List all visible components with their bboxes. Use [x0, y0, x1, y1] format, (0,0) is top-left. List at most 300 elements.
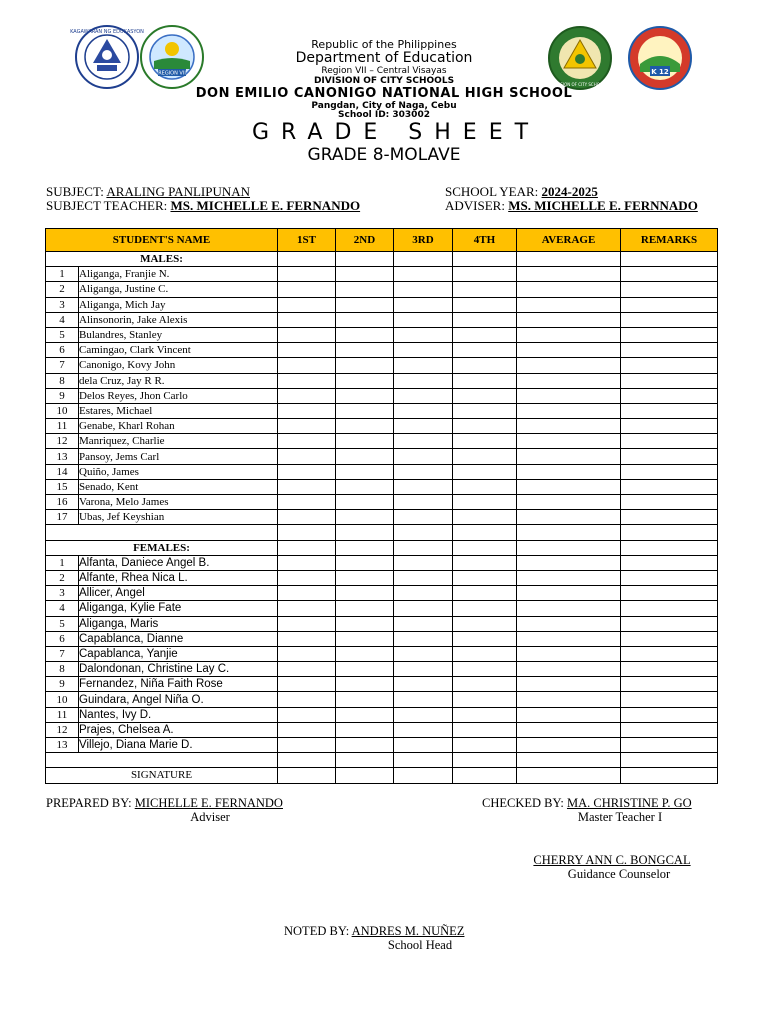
grade-cell — [621, 677, 718, 692]
grade-cell — [621, 312, 718, 327]
row-number: 1 — [46, 555, 79, 570]
table-row — [46, 358, 718, 373]
grade-cell — [394, 312, 453, 327]
row-number: 3 — [46, 586, 79, 601]
grade-cell — [517, 722, 621, 737]
grade-cell — [621, 449, 718, 464]
table-row — [46, 434, 718, 449]
grade-cell — [278, 540, 336, 555]
grade-cell — [453, 312, 517, 327]
student-name: Prajes, Chelsea A. — [79, 722, 278, 737]
school-name: DON EMILIO CANONIGO NATIONAL HIGH SCHOOL — [195, 86, 573, 101]
student-name: Canonigo, Kovy John — [79, 358, 278, 373]
grade-cell — [621, 768, 718, 783]
grade-cell — [517, 343, 621, 358]
grade-cell — [394, 495, 453, 510]
table-row — [46, 510, 718, 525]
grade-cell — [394, 631, 453, 646]
grade-cell — [621, 722, 718, 737]
grade-cell — [278, 510, 336, 525]
student-name: Allicer, Angel — [79, 586, 278, 601]
table-row — [46, 403, 718, 418]
grade-cell — [278, 555, 336, 570]
row-number: 3 — [46, 297, 79, 312]
blank-row — [46, 753, 718, 768]
grade-cell — [453, 252, 517, 267]
student-name: Alfante, Rhea Nica L. — [79, 570, 278, 585]
grade-cell — [453, 738, 517, 753]
males-section-label: MALES: — [46, 252, 278, 267]
subject-line: SUBJECT: ARALING PANLIPUNAN — [46, 184, 251, 199]
student-name: Estares, Michael — [79, 403, 278, 418]
grade-cell — [394, 646, 453, 661]
grade-cell — [336, 555, 394, 570]
grade-cell — [517, 464, 621, 479]
grade-cell — [517, 768, 621, 783]
grade-cell — [453, 601, 517, 616]
student-name: Aliganga, Franjie N. — [79, 267, 278, 282]
grade-cell — [394, 586, 453, 601]
grade-cell — [517, 540, 621, 555]
student-name: Varona, Melo James — [79, 495, 278, 510]
student-name: Nantes, Ivy D. — [79, 707, 278, 722]
grade-cell — [336, 586, 394, 601]
grade-cell — [453, 403, 517, 418]
student-name: Camingao, Clark Vincent — [79, 343, 278, 358]
grade-cell — [394, 570, 453, 585]
blank-row — [46, 525, 718, 540]
table-row — [46, 722, 718, 737]
student-name: Capablanca, Yanjie — [79, 646, 278, 661]
grade-cell — [621, 267, 718, 282]
grade-cell — [278, 646, 336, 661]
header-q3: 3RD — [394, 229, 453, 252]
row-number: 1 — [46, 267, 79, 282]
table-row — [46, 631, 718, 646]
row-number: 8 — [46, 373, 79, 388]
table-row — [46, 312, 718, 327]
table-row — [46, 388, 718, 403]
grade-cell — [278, 722, 336, 737]
row-number: 6 — [46, 343, 79, 358]
grade-cell — [621, 495, 718, 510]
counselor-name: CHERRY ANN C. BONGCAL — [533, 853, 691, 867]
student-name: Bulandres, Stanley — [79, 327, 278, 342]
grade-cell — [336, 662, 394, 677]
grade-cell — [621, 646, 718, 661]
table-row — [46, 692, 718, 707]
grade-cell — [278, 570, 336, 585]
grade-cell — [336, 403, 394, 418]
grade-cell — [394, 722, 453, 737]
grade-cell — [278, 495, 336, 510]
grade-cell — [394, 601, 453, 616]
grade-cell — [394, 525, 453, 540]
student-name: Dalondonan, Christine Lay C. — [79, 662, 278, 677]
grade-cell — [336, 707, 394, 722]
svg-text:KAGAWARAN NG EDUKASYON: KAGAWARAN NG EDUKASYON — [70, 29, 144, 35]
grade-cell — [621, 570, 718, 585]
student-name: Genabe, Kharl Rohan — [79, 419, 278, 434]
grade-cell — [517, 449, 621, 464]
grade-cell — [336, 297, 394, 312]
table-row — [46, 464, 718, 479]
grade-cell — [517, 434, 621, 449]
grade-cell — [336, 601, 394, 616]
grade-cell — [278, 753, 336, 768]
grade-cell — [517, 753, 621, 768]
grade-cell — [517, 570, 621, 585]
row-number: 9 — [46, 677, 79, 692]
grade-cell — [453, 343, 517, 358]
grade-cell — [453, 464, 517, 479]
row-number: 2 — [46, 570, 79, 585]
grade-cell — [453, 753, 517, 768]
grade-cell — [453, 479, 517, 494]
row-number: 13 — [46, 449, 79, 464]
student-name: Guindara, Angel Niña O. — [79, 692, 278, 707]
row-number: 8 — [46, 662, 79, 677]
grade-cell — [336, 646, 394, 661]
student-name: Aliganga, Justine C. — [79, 282, 278, 297]
grade-cell — [278, 677, 336, 692]
row-number: 13 — [46, 738, 79, 753]
grade-cell — [336, 677, 394, 692]
grade-cell — [453, 358, 517, 373]
grade-cell — [621, 510, 718, 525]
table-row — [46, 738, 718, 753]
grade-cell — [453, 373, 517, 388]
table-row — [46, 646, 718, 661]
grade-cell — [336, 343, 394, 358]
grade-cell — [453, 722, 517, 737]
table-row — [46, 343, 718, 358]
grade-cell — [278, 343, 336, 358]
grade-cell — [517, 601, 621, 616]
grade-cell — [453, 616, 517, 631]
student-name: Delos Reyes, Jhon Carlo — [79, 388, 278, 403]
grade-cell — [336, 510, 394, 525]
grade-cell — [394, 358, 453, 373]
row-number: 7 — [46, 358, 79, 373]
grade-cell — [453, 555, 517, 570]
page-title: GRADE SHEET — [251, 120, 541, 145]
division-line: DIVISION OF CITY SCHOOLS — [313, 76, 455, 86]
row-number: 7 — [46, 646, 79, 661]
grade-cell — [336, 616, 394, 631]
grade-cell — [621, 297, 718, 312]
grade-cell — [394, 753, 453, 768]
student-name: Senado, Kent — [79, 479, 278, 494]
grade-cell — [621, 738, 718, 753]
grade-cell — [394, 282, 453, 297]
grade-cell — [517, 282, 621, 297]
row-number: 9 — [46, 388, 79, 403]
grade-cell — [278, 525, 336, 540]
row-number: 12 — [46, 722, 79, 737]
grade-cell — [517, 252, 621, 267]
table-row — [46, 297, 718, 312]
grade-cell — [453, 267, 517, 282]
noted-role: School Head — [387, 938, 453, 952]
grade-cell — [453, 388, 517, 403]
table-row — [46, 479, 718, 494]
grade-cell — [336, 692, 394, 707]
grade-cell — [517, 267, 621, 282]
grade-cell — [621, 631, 718, 646]
school-year-value: 2024-2025 — [541, 184, 598, 199]
grade-cell — [517, 586, 621, 601]
table-header-row — [46, 229, 718, 252]
grade-cell — [453, 510, 517, 525]
grade-cell — [621, 358, 718, 373]
grade-cell — [394, 252, 453, 267]
grade-cell — [517, 358, 621, 373]
teacher-value: MS. MICHELLE E. FERNANDO — [170, 198, 361, 213]
grade-cell — [621, 419, 718, 434]
grade-cell — [394, 327, 453, 342]
grade-cell — [517, 403, 621, 418]
grade-cell — [453, 586, 517, 601]
grade-cell — [453, 449, 517, 464]
grade-cell — [336, 753, 394, 768]
grade-cell — [517, 327, 621, 342]
grade-cell — [278, 662, 336, 677]
grade-cell — [517, 525, 621, 540]
noted-name: ANDRES M. NUÑEZ — [351, 924, 465, 938]
row-number: 2 — [46, 282, 79, 297]
table-row — [46, 419, 718, 434]
grade-cell — [621, 707, 718, 722]
grade-cell — [621, 343, 718, 358]
grade-cell — [517, 419, 621, 434]
grade-cell — [394, 768, 453, 783]
adviser-line: ADVISER: MS. MICHELLE E. FERNNADO — [445, 198, 698, 213]
grade-cell — [517, 297, 621, 312]
grade-cell — [336, 327, 394, 342]
grade-cell — [394, 616, 453, 631]
row-number: 5 — [46, 327, 79, 342]
row-number: 11 — [46, 707, 79, 722]
region-line: Region VII – Central Visayas — [321, 66, 447, 76]
grade-cell — [621, 555, 718, 570]
grade-cell — [394, 510, 453, 525]
row-number: 5 — [46, 616, 79, 631]
grade-cell — [336, 464, 394, 479]
student-name: Ubas, Jef Keyshian — [79, 510, 278, 525]
svg-text:REGION VII: REGION VII — [158, 70, 186, 77]
grade-cell — [278, 252, 336, 267]
prepared-role: Adviser — [190, 810, 230, 824]
grade-cell — [278, 327, 336, 342]
grade-section: GRADE 8-MOLAVE — [307, 145, 461, 165]
row-number: 17 — [46, 510, 79, 525]
checked-role: Master Teacher I — [577, 810, 663, 824]
table-row — [46, 707, 718, 722]
grade-cell — [517, 312, 621, 327]
grade-cell — [336, 267, 394, 282]
student-name: Villejo, Diana Marie D. — [79, 738, 278, 753]
table-row — [46, 495, 718, 510]
grade-cell — [278, 616, 336, 631]
grade-cell — [278, 449, 336, 464]
grade-cell — [278, 282, 336, 297]
grade-cell — [394, 388, 453, 403]
header-average: AVERAGE — [517, 229, 621, 252]
grade-cell — [394, 464, 453, 479]
grade-cell — [336, 449, 394, 464]
grade-cell — [453, 434, 517, 449]
grade-cell — [336, 631, 394, 646]
grade-cell — [517, 495, 621, 510]
grade-cell — [621, 753, 718, 768]
svg-text:K 12: K 12 — [651, 68, 669, 76]
grade-cell — [394, 419, 453, 434]
student-name: Capablanca, Dianne — [79, 631, 278, 646]
grade-cell — [278, 434, 336, 449]
header-q2: 2ND — [336, 229, 394, 252]
grade-cell — [278, 631, 336, 646]
grade-cell — [453, 327, 517, 342]
grade-cell — [453, 570, 517, 585]
counselor-role: Guidance Counselor — [567, 867, 671, 881]
grade-cell — [517, 692, 621, 707]
student-name: Manriquez, Charlie — [79, 434, 278, 449]
grade-cell — [517, 388, 621, 403]
checked-name: MA. CHRISTINE P. GO — [566, 796, 692, 810]
table-row — [46, 327, 718, 342]
row-number: 12 — [46, 434, 79, 449]
adviser-value: MS. MICHELLE E. FERNNADO — [508, 198, 698, 213]
grade-cell — [621, 434, 718, 449]
table-row — [46, 449, 718, 464]
department-line: Department of Education — [295, 50, 473, 66]
females-section-label: FEMALES: — [46, 540, 278, 555]
student-name: Aliganga, Mich Jay — [79, 297, 278, 312]
student-name: Alinsonorin, Jake Alexis — [79, 312, 278, 327]
row-number: 16 — [46, 495, 79, 510]
grade-cell — [453, 495, 517, 510]
grade-cell — [278, 388, 336, 403]
grade-cell — [394, 662, 453, 677]
grade-cell — [278, 601, 336, 616]
grade-cell — [336, 495, 394, 510]
student-name: Fernandez, Niña Faith Rose — [79, 677, 278, 692]
subject-value: ARALING PANLIPUNAN — [106, 184, 251, 199]
grade-cell — [336, 768, 394, 783]
grade-cell — [278, 464, 336, 479]
grade-cell — [621, 327, 718, 342]
grade-cell — [621, 692, 718, 707]
grade-cell — [453, 282, 517, 297]
row-number: 15 — [46, 479, 79, 494]
grade-cell — [394, 555, 453, 570]
grade-cell — [621, 586, 718, 601]
grade-cell — [336, 738, 394, 753]
table-row — [46, 662, 718, 677]
grade-cell — [517, 662, 621, 677]
grade-cell — [453, 419, 517, 434]
school-year-line: SCHOOL YEAR: 2024-2025 — [445, 184, 598, 199]
grade-cell — [336, 388, 394, 403]
grade-cell — [336, 722, 394, 737]
republic-line: Republic of the Philippines — [311, 38, 457, 51]
females-section — [46, 540, 718, 555]
males-section — [46, 252, 718, 267]
grade-cell — [336, 282, 394, 297]
grade-cell — [621, 252, 718, 267]
student-name: Aliganga, Kylie Fate — [79, 601, 278, 616]
header-q1: 1ST — [278, 229, 336, 252]
grade-cell — [336, 373, 394, 388]
signature-row — [46, 768, 718, 783]
grade-cell — [621, 540, 718, 555]
grade-cell — [394, 403, 453, 418]
grade-cell — [621, 616, 718, 631]
row-number: 10 — [46, 692, 79, 707]
grade-cell — [453, 707, 517, 722]
grade-cell — [394, 677, 453, 692]
grade-cell — [621, 662, 718, 677]
table-row — [46, 586, 718, 601]
grade-cell — [394, 738, 453, 753]
teacher-line: SUBJECT TEACHER: MS. MICHELLE E. FERNANDO — [46, 198, 361, 213]
row-number: 4 — [46, 312, 79, 327]
grade-cell — [278, 738, 336, 753]
row-number: 14 — [46, 464, 79, 479]
noted-by: NOTED BY: ANDRES M. NUÑEZ — [284, 924, 465, 938]
grade-cell — [278, 267, 336, 282]
grade-cell — [278, 297, 336, 312]
grade-cell — [394, 434, 453, 449]
grade-cell — [517, 479, 621, 494]
grade-cell — [394, 267, 453, 282]
grade-cell — [621, 373, 718, 388]
grade-cell — [517, 738, 621, 753]
grade-cell — [394, 479, 453, 494]
row-number: 6 — [46, 631, 79, 646]
grade-cell — [394, 707, 453, 722]
student-name: Alfanta, Daniece Angel B. — [79, 555, 278, 570]
checked-by: CHECKED BY: MA. CHRISTINE P. GO — [482, 796, 692, 810]
grade-cell — [621, 464, 718, 479]
grade-cell — [278, 358, 336, 373]
header-remarks: REMARKS — [621, 229, 718, 252]
grade-cell — [453, 662, 517, 677]
row-number: 11 — [46, 419, 79, 434]
table-row — [46, 570, 718, 585]
grade-cell — [336, 419, 394, 434]
grade-cell — [278, 373, 336, 388]
grade-cell — [621, 479, 718, 494]
grade-cell — [278, 692, 336, 707]
grade-cell — [517, 555, 621, 570]
school-id: School ID: 303002 — [338, 110, 430, 120]
grade-cell — [278, 768, 336, 783]
grade-cell — [453, 646, 517, 661]
grade-cell — [278, 707, 336, 722]
grade-cell — [453, 768, 517, 783]
student-name: dela Cruz, Jay R R. — [79, 373, 278, 388]
grade-cell — [394, 343, 453, 358]
grade-cell — [336, 252, 394, 267]
grade-cell — [453, 525, 517, 540]
student-name: Aliganga, Maris — [79, 616, 278, 631]
grade-cell — [621, 525, 718, 540]
grade-cell — [394, 449, 453, 464]
header-name: STUDENT'S NAME — [46, 229, 278, 252]
grade-cell — [394, 297, 453, 312]
